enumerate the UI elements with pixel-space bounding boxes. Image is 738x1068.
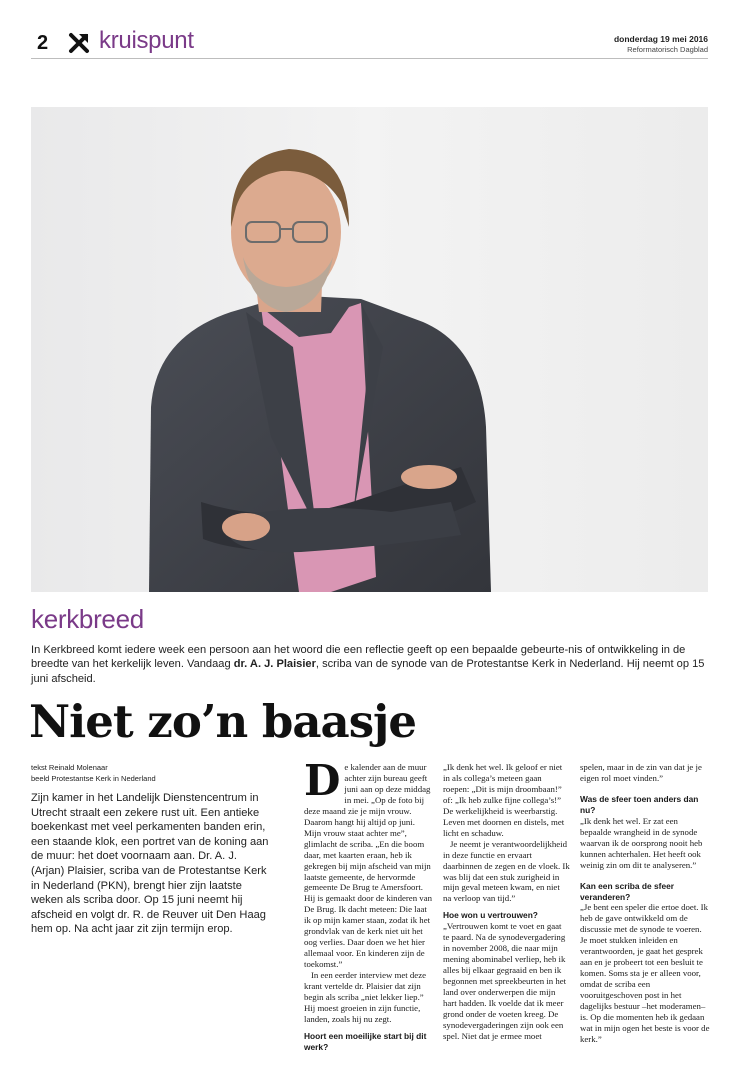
- portrait-illustration: [31, 107, 708, 592]
- newspaper-name: Reformatorisch Dagblad: [627, 45, 708, 54]
- masthead-info: [614, 34, 708, 55]
- interview-question: Was de sfeer toen anders dan nu?: [580, 793, 699, 815]
- paragraph: „Ik denk het wel. Er zat een bepaalde wrangheid in de synode waarvan ik de oorsprong nooit heb kunnen achterhalen. Het heeft ook weinig zin om dit te analyseren.”: [580, 815, 703, 870]
- page-number: 2: [37, 32, 49, 54]
- paragraph: „Vertrouwen komt te voet en gaat te paard. Na de synodevergadering in november 2008, die naar mijn mening abominabel verliep, heb ik alles bij elkaar gegraaid en ben ik begonnen met spreekbeurten in het land over onderwerpen die mijn hart hadden. Ik voelde dat ik meer grond onder de voeten kreeg. De synodevergaderingen zijn ook een spel. Niet dat je ermee moet: [443, 921, 567, 1041]
- intro-text-part2: , scriba van de synode van de Protestantse Kerk in Nederland. Hij neemt op 15 juni afscheid.: [31, 658, 705, 685]
- rubric-intro: [31, 643, 711, 686]
- interview-question: Kan een scriba de sfeer veranderen?: [580, 880, 675, 902]
- issue-date: donderdag 19 mei 2016: [613, 34, 708, 44]
- paragraph: „Je bent een speler die ertoe doet. Ik heb de gave ontwikkeld om de discussie met de synode te voeren. Je moet stukken inleiden en verantwoorden, je gaat het gesprek aan en je probeert tot een besluit te komen. Soms sta je er alleen voor, omdat de scriba een vooruitgeschoven post in het dagelijks bestuur –het moderamen– is. Op die momenten heb ik gedaan wat in mijn ogen het beste is voor de kerk.”: [580, 902, 710, 1044]
- paragraph: e kalender aan de muur achter zijn bureau geeft juni aan op deze middag in mei. „Op de foto bij deze maand zie je mijn vrouw. Daarom hangt hij altijd op juni. Mijn vrouw staat achter me”, glimlacht de scriba. „En die boom daar, met kaarten eraan, heb ik gekregen bij mijn afscheid van mijn laatste gemeente, de hervormde gemeente De Brug te Amersfoort. Hij is gemaakt door de kinderen van De Brug. Ik dacht meteen: Die laat ik op mijn kamer staan, zodat ik het grondvlak van de kerk niet uit het oog verlies. Daar doen we het hier allemaal voor. En kinderen zijn de toekomst.”: [304, 762, 433, 970]
- credit-photo: beeld Protestantse Kerk in Nederland: [31, 774, 156, 783]
- interview-question: Hoe won u vertrouwen?: [443, 910, 538, 921]
- page-header: [31, 28, 708, 59]
- paragraph: „Ik denk het wel. Ik geloof er niet in als collega’s meteen gaan roepen: „Dit is mijn droombaan!” of: „Ik heb zulke fijne collega’s!” De werkelijkheid is weerbarstig. Leven met doornen en distels, met licht en schaduw.: [443, 762, 565, 838]
- article-column-2: [443, 762, 570, 1042]
- article-lead: Zijn kamer in het Landelijk Dienstencentrum in Utrecht straalt een zekere rust uit. Een antieke boekenkast met veel perkamenten banden erin, een staande klok, een portret van de koning aan de muur: het doet voornaam aan. Dr. A. J. (Arjan) Plaisier, scriba van de Protestantse Kerk in Nederland (PKN), brengt hier zijn laatste weken als scriba door. Op 15 juni neemt hij afscheid en volgt dr. R. de Reuver uit Den Haag hem op. Na acht jaar zit zijn termijn erop.: [31, 792, 269, 936]
- article-headline: Niet zo’n baasje: [29, 695, 416, 748]
- paragraph: In een eerder interview met deze krant vertelde dr. Plaisier dat zijn begin als scriba „niet lekker liep.” Hij moest groeien in zijn functie, landen, zoals hij nu zegt.: [304, 970, 427, 1024]
- rubric-title: kerkbreed: [31, 604, 144, 634]
- portrait-photo: [31, 107, 708, 592]
- interview-question: Hoort een moeilijke start bij dit werk?: [304, 1030, 427, 1052]
- paragraph: Je neemt je verantwoordelijkheid in deze functie en ervaart daarbinnen de zegen en de vloek. Ik was blij dat een stuk zurigheid in mijn geval meteen kwam, en niet na verloop van tijd.”: [443, 838, 570, 904]
- arrow-cross-icon: [67, 31, 91, 55]
- intro-name: dr. A. J. Plaisier: [233, 658, 316, 671]
- article-column-3: [580, 762, 710, 1045]
- article-column-1: [304, 756, 434, 1053]
- article-credits: [31, 762, 156, 784]
- section-title: kruispunt: [99, 27, 194, 54]
- paragraph: spelen, maar in de zin van dat je je eigen rol moet vinden.”: [580, 762, 702, 783]
- intro-text-part1: In Kerkbreed komt iedere week een persoon aan het woord die een reflectie geeft op een bepaalde gebeurte-nis of ontwikkeling in de breedte van het kerkelijk leven. Vandaag: [31, 644, 686, 671]
- credit-text: tekst Reinald Molenaar: [31, 763, 108, 772]
- drop-cap: D: [304, 756, 341, 805]
